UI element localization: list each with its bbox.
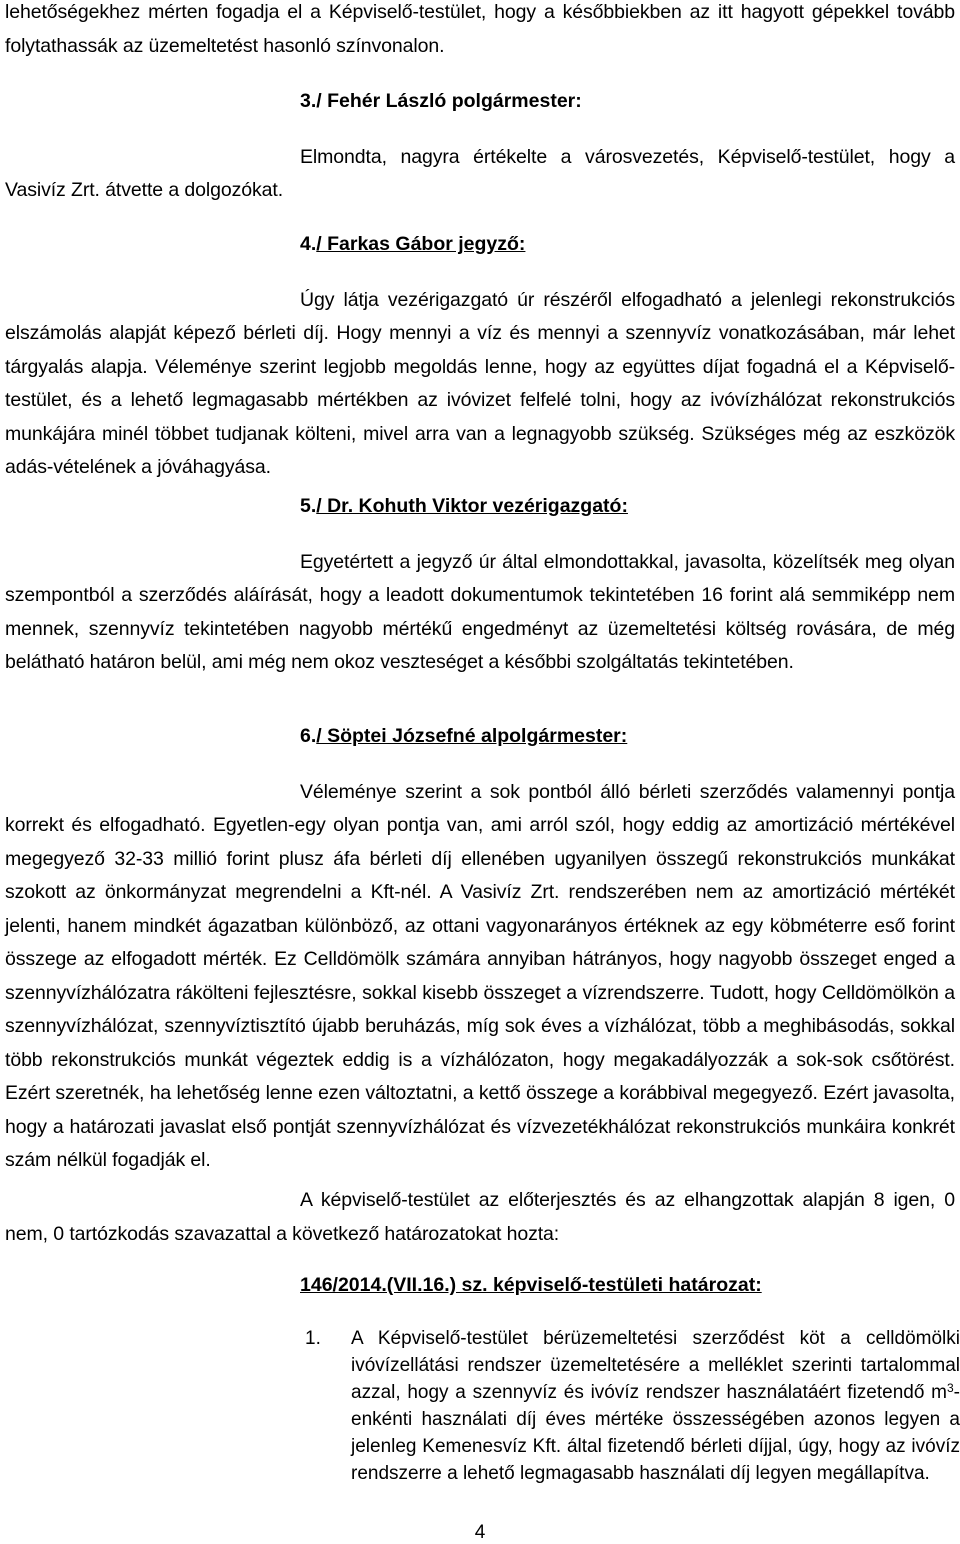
page-number: 4	[474, 1522, 486, 1543]
section-4-title: / Farkas Gábor jegyző:	[316, 233, 526, 255]
section-4	[5, 228, 955, 485]
resolution-list	[305, 1325, 960, 1487]
section-5-number: 5.	[300, 495, 317, 517]
section-6	[5, 720, 955, 1178]
list-item-marker: 1.	[305, 1328, 321, 1349]
list-item-text-part-a: A Képviselő-testület bérüzemeltetési szerződést köt a celldömölki ivóvízellátási rendszer üzemeltetésére a melléklet szerinti tartalommal azzal, hogy a szennyvíz és ivóvíz rendszer használatáért fizetendő m	[351, 1328, 960, 1403]
section-6-text: Véleménye szerint a sok pontból álló bérleti szerződés valamennyi pontja korrekt és elfogadható. Egyetlen-egy olyan pontja van, ami arról szól, hogy eddig az amortizáció mértékével megegyező 32-33 millió forint plusz áfa bérleti díj ellenében ugyanilyen összegű rekonstrukciós munkákat szokott az önkormányzat megrendelni a Kft-nél. A Vasivíz Zrt. rendszerében nem az amortizáció mértékét jelenti, hanem mindkét ágazatban különböző, az ottani vagyonarányos értéknek az egy köbméterre eső forint összege az elfogadott mérték. Ez Celldömölk számára annyiban hátrányos, hogy nagyobb összeget enged a szennyvízhálózatra rákölteni fejlesztésre, sokkal kisebb összeget a vízrendszerre. Tudott, hogy Celldömölkön a szennyvízhálózat, szennyvíztisztító újabb beruházás, míg sok éves a vízhálózat, több a meghibásodás, sokkal több rekonstrukciós munkát végeztek eddig is a vízhálózaton, hogy megakadályozzák a sok-sok csőtörést. Ezért szeretnék, ha lehetőség lenne ezen változtatni, a kettő összege a korábbival megegyező. Ezért javasolta, hogy a határozati javaslat első pontját szennyvízhálózat és vízvezetékhálózat rekonstrukciós munkáira konkrét szám nélkül fogadják el.	[5, 780, 955, 1171]
section-4-text: Úgy látja vezérigazgató úr részéről elfogadható a jelenlegi rekonstrukciós elszámolás alapját képező bérleti díj. Hogy mennyi a víz és mennyi a szennyvíz vonatkozásában, már lehet tárgyalás alapja. Véleménye szerint legjobb megoldás lenne, hogy az együttes díjat fogadná el a Képviselő-testület, és a lehető legmagasabb mértékben az ivóvizet felfelé tolni, hogy az ivóvízhálózat rekonstrukciós munkájára minél többet tudjanak költeni, mivel arra van a legnagyobb szükség. Szükséges még az eszközök adás-vételének a jóváhagyása.	[5, 288, 955, 478]
resolution-title: 146/2014.(VII.16.) sz. képviselő-testületi határozat:	[300, 1274, 762, 1296]
section-3-text: Elmondta, nagyra értékelte a városvezetés, Képviselő-testület, hogy a Vasivíz Zrt. átvette a dolgozókat.	[5, 145, 955, 201]
section-6-title: / Söptei Józsefné alpolgármester:	[316, 725, 628, 747]
section-5-heading	[300, 490, 955, 524]
section-6-heading	[300, 720, 955, 754]
section-3	[5, 85, 955, 208]
section-3-heading	[300, 85, 955, 119]
section-3-title: / Fehér László polgármester:	[316, 90, 582, 112]
superscript-exponent: 3	[946, 1381, 954, 1395]
vote-paragraph: A képviselő-testület az előterjesztés és az elhangzottak alapján 8 igen, 0 nem, 0 tartózkodás szavazattal a következő határozatokat hozta:	[5, 1189, 955, 1245]
section-4-number: 4.	[300, 233, 317, 255]
intro-paragraph: lehetőségekhez mérten fogadja el a Képviselő-testület, hogy a későbbiekben az itt hagyott gépekkel tovább folytathassák az üzemeltetést hasonló színvonalon.	[5, 1, 955, 57]
section-5-title: / Dr. Kohuth Viktor vezérigazgató:	[316, 495, 628, 517]
section-3-number: 3.	[300, 90, 317, 112]
section-4-heading	[300, 228, 955, 262]
list-item-text-part-b: -enkénti használati díj éves mértéke összességében azonos legyen a jelenleg Kemenesvíz Kft. által fizetendő bérleti díjjal, úgy, hogy az ivóvíz rendszerre a lehető legmagasabb használati díj legyen megállapítva.	[351, 1382, 960, 1484]
section-5	[5, 490, 955, 680]
list-item-text	[351, 1325, 960, 1487]
section-5-text: Egyetértett a jegyző úr által elmondottakkal, javasolta, közelítsék meg olyan szempontból a szerződés aláírását, hogy a leadott dokumentumok tekintetében 16 forint alá semmiképp nem mennek, szennyvíz tekintetében nagyobb mértékű engedményt az üzemeltetési költség rovására, de még belátható határon belül, ami még nem okoz veszteséget a későbbi szolgáltatás tekintetében.	[5, 550, 955, 673]
section-6-number: 6.	[300, 725, 317, 747]
